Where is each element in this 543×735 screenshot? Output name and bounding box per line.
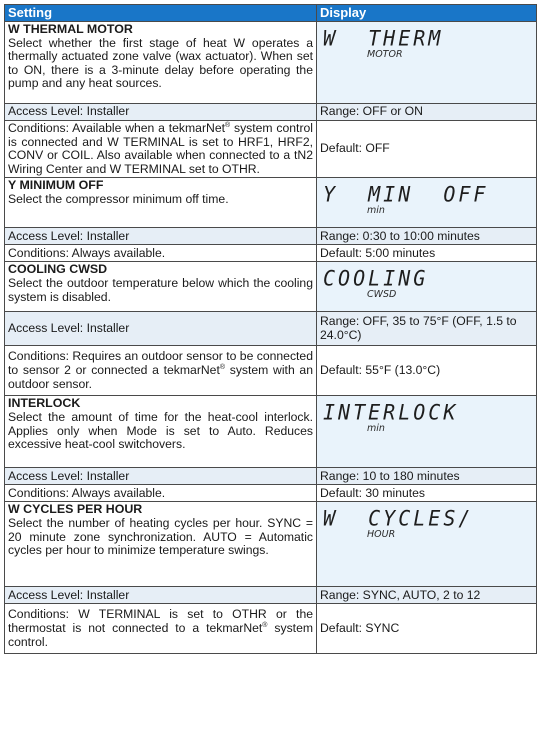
setting-description-cell — [5, 262, 317, 312]
setting-title: Y MINIMUM OFF — [8, 178, 104, 193]
conditions-text: Conditions: W TERMINAL is set to OTHR or the thermostat is not connected to a tekmarNet — [8, 607, 313, 636]
conditions-row — [5, 485, 537, 502]
conditions — [5, 604, 317, 654]
conditions — [5, 346, 317, 396]
setting-description: Select whether the first stage of heat W operates a thermally actuated zone valve (wax actuator). When set to ON, there is a 3-minute delay before operating the pump and any heat sources. — [8, 35, 313, 91]
lcd-sub-text: MOTOR — [367, 49, 403, 60]
lcd-display-cell — [317, 262, 537, 312]
setting-title: W THERMAL MOTOR — [8, 22, 133, 36]
lcd-display-cell — [317, 22, 537, 104]
access-row — [5, 587, 537, 604]
conditions-text-cont: system control is connected and W TERMINAL is set to HRF1, HRF2, CONV or COIL. Also available when connected to a tN2 Wiring Center and W TERMINAL set to OTHR. — [8, 121, 313, 176]
setting-description-cell — [5, 22, 317, 104]
settings-table — [4, 4, 537, 654]
setting-description-cell — [5, 396, 317, 468]
setting-description-cell — [5, 178, 317, 228]
access-level: Access Level: Installer — [5, 312, 317, 346]
conditions-text: Conditions: Always available. — [8, 485, 166, 500]
registered-mark: ® — [262, 622, 268, 630]
setting-description-cell — [5, 502, 317, 587]
setting-row — [5, 502, 537, 587]
conditions-row — [5, 604, 537, 654]
access-row — [5, 104, 537, 121]
default: Default: OFF — [317, 121, 537, 178]
range: Range: 0:30 to 10:00 minutes — [317, 228, 537, 245]
lcd-main-text: INTERLOCK — [323, 399, 459, 425]
lcd-display — [320, 263, 533, 300]
lcd-sub-text: CWSD — [367, 289, 397, 301]
lcd-display-cell — [317, 178, 537, 228]
registered-mark: ® — [224, 121, 231, 129]
lcd-display-cell — [317, 396, 537, 468]
header-display: Display — [317, 5, 537, 22]
setting-row — [5, 178, 537, 228]
conditions-row — [5, 245, 537, 262]
access-level: Access Level: Installer — [5, 587, 317, 604]
range: Range: SYNC, AUTO, 2 to 12 — [317, 587, 537, 604]
setting-description: Select the compressor minimum off time. — [8, 191, 229, 206]
access-level: Access Level: Installer — [5, 104, 317, 121]
lcd-sub-text: HOUR — [367, 529, 396, 541]
conditions-text: Conditions: Requires an outdoor sensor to be connected to sensor 2 or connected a tekmarNet — [8, 349, 313, 378]
conditions-row — [5, 346, 537, 396]
conditions — [5, 485, 317, 502]
setting-title: COOLING CWSD — [8, 262, 108, 277]
conditions-text: Conditions: Always available. — [8, 245, 166, 260]
access-row — [5, 228, 537, 245]
lcd-main-text: W THERM — [323, 25, 444, 51]
default: Default: 5:00 minutes — [317, 245, 537, 262]
lcd-sub-text: min — [367, 423, 385, 435]
range: Range: OFF or ON — [317, 104, 537, 121]
access-row — [5, 468, 537, 485]
access-row — [5, 312, 537, 346]
conditions — [5, 121, 317, 178]
setting-description: Select the amount of time for the heat-cool interlock. Applies only when Mode is set to Auto. Reduces excessive heat-cool switchovers. — [8, 409, 313, 452]
setting-description: Select the number of heating cycles per hour. SYNC = 20 minute zone synchronization. AUTO = Automatic cycles per hour to minimize temperature swings. — [8, 515, 313, 558]
access-level: Access Level: Installer — [5, 468, 317, 485]
default: Default: 55°F (13.0°C) — [317, 346, 537, 396]
lcd-main-text: W CYCLES/ — [323, 505, 474, 531]
lcd-main-text: COOLING — [323, 265, 429, 291]
lcd-display — [320, 503, 533, 540]
default: Default: 30 minutes — [317, 485, 537, 502]
setting-row — [5, 262, 537, 312]
access-level: Access Level: Installer — [5, 228, 317, 245]
conditions-text-cont: system control. — [8, 621, 313, 649]
lcd-display — [320, 23, 533, 60]
conditions — [5, 245, 317, 262]
lcd-main-text: Y MIN OFF — [323, 181, 489, 207]
lcd-display — [320, 179, 533, 216]
setting-row — [5, 396, 537, 468]
conditions-row — [5, 121, 537, 178]
setting-description: Select the outdoor temperature below which the cooling system is disabled. — [8, 275, 313, 304]
registered-mark: ® — [219, 364, 226, 372]
table-header — [5, 5, 537, 22]
setting-title: W CYCLES PER HOUR — [8, 502, 143, 517]
range: Range: OFF, 35 to 75°F (OFF, 1.5 to 24.0°C) — [317, 312, 537, 346]
range: Range: 10 to 180 minutes — [317, 468, 537, 485]
conditions-text-cont: system with an outdoor sensor. — [8, 363, 313, 391]
header-setting: Setting — [5, 5, 317, 22]
setting-title: INTERLOCK — [8, 396, 81, 411]
lcd-display-cell — [317, 502, 537, 587]
default: Default: SYNC — [317, 604, 537, 654]
conditions-text: Conditions: Available when a tekmarNet — [8, 121, 225, 135]
setting-row — [5, 22, 537, 104]
lcd-display — [320, 397, 533, 434]
lcd-sub-text: min — [367, 205, 385, 217]
